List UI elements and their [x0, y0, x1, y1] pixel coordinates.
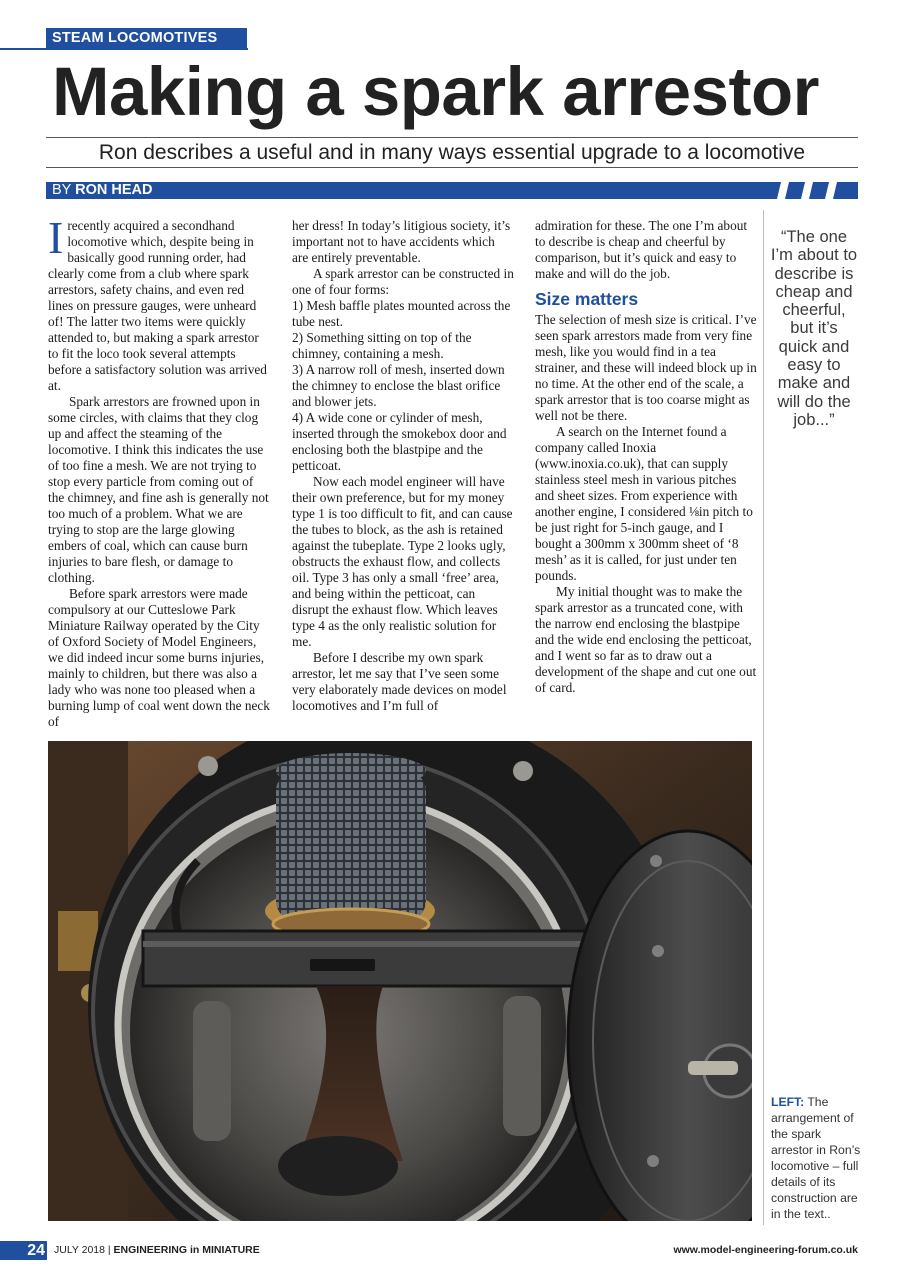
- list-item: 2) Something sitting on top of the chimney, containing a mesh.: [292, 330, 472, 361]
- subheading: Size matters: [535, 289, 639, 309]
- byline-bar: [46, 182, 858, 199]
- article-column-3: [535, 218, 757, 696]
- article-subtitle: Ron describes a useful and in many ways essential upgrade to a locomotive: [98, 141, 806, 164]
- author-name: RON HEAD: [75, 182, 153, 198]
- column-divider: [763, 210, 764, 1225]
- paragraph: Now each model engineer will have their own preference, but for my money type 1 is too difficult to fit, and can cause the tubes to block, as the ash is retained against the tubeplate. Type 2 looks ugly, obstructs the exhaust flow, and collects oil. Type 3 has only a small ‘free’ area, and being within the petticoat, can disrupt the exhaust flow. Which leaves type 4 as the only realistic solution for me.: [292, 474, 513, 649]
- list-item: 1) Mesh baffle plates mounted across the tube nest.: [292, 298, 511, 329]
- paragraph: A spark arrestor can be constructed in one of four forms:: [292, 266, 514, 297]
- paragraph: The selection of mesh size is critical. I’ve seen spark arrestors made from very fine mesh, like you would find in a tea strainer, and these will indeed block up in no time. At the other end of the scale, a spark arrestor that is too coarse might as well not be there.: [535, 312, 757, 423]
- drop-cap: I: [48, 212, 64, 263]
- title-rule-top: [46, 137, 858, 138]
- pull-quote: “The one I’m about to describe is cheap and cheerful, but it’s quick and easy to make and will do the job...”: [770, 228, 858, 429]
- magazine-name: ENGINEERING in MINIATURE: [113, 1244, 260, 1256]
- title-rule-bottom: [46, 167, 858, 168]
- section-label: STEAM LOCOMOTIVES: [46, 28, 247, 48]
- list-item: 3) A narrow roll of mesh, inserted down the chimney to enclose the blast orifice and blower jets.: [292, 362, 505, 409]
- article-title: Making a spark arrestor: [52, 53, 820, 130]
- photo-caption: LEFT: The arrangement of the spark arrestor in Ron’s locomotive – full details of its construction are in the text..: [771, 1095, 861, 1221]
- paragraph: admiration for these. The one I’m about to describe is cheap and cheerful by comparison, but it’s quick and easy to make and will do the job.: [535, 218, 748, 281]
- footer-url: www.model-engineering-forum.co.uk: [673, 1244, 858, 1256]
- paragraph: Before spark arrestors were made compulsory at our Cutteslowe Park Miniature Railway operated by the City of Oxford Society of Model Engineers, we did indeed incur some burns injuries, mainly to children, but there was also a lady who was none too pleased when a burning lump of coal went down the neck of: [48, 586, 270, 729]
- paragraph: Spark arrestors are frowned upon in some circles, with claims that they clog up and affect the steaming of the locomotive. I think this indicates the use of too fine a mesh. We are not trying to stop every particle from coming out of the chimney, and fine ash is generally not too much of a problem. What we are trying to stop are the large glowing embers of coal, which can cause burn injuries to bare flesh, or damage to clothing.: [48, 394, 269, 585]
- paragraph: A search on the Internet found a company called Inoxia (www.inoxia.co.uk), that can supply stainless steel mesh in various pitches and sheet sizes. From experience with another engine, I considered ⅛in pitch to be just right for 5-inch gauge, and I bought a 300mm x 300mm sheet of ‘8 mesh’ as it is called, for just under ten pounds.: [535, 424, 753, 583]
- footer-issue: JULY 2018 | ENGINEERING in MINIATURE: [54, 1244, 260, 1256]
- paragraph: recently acquired a secondhand locomotive which, despite being in basically good running order, had clearly come from a club where spark arrestors, safety chains, and even red lines on pressure gauges, were unheard of! The latter two items were quickly attended to, but making a spark arrestor to fit the loco took several attempts before a satisfactory solution was arrived at.: [48, 218, 267, 393]
- page-number: 24: [0, 1241, 47, 1260]
- article-column-1: [48, 212, 270, 730]
- article-column-2: [292, 218, 514, 714]
- paragraph: My initial thought was to make the spark arrestor as a truncated cone, with the narrow end enclosing the blastpipe and the wide end enclosing the petticoat, and I went so far as to draw out a development of the shape and cut one out of card.: [535, 584, 757, 695]
- list-item: 4) A wide cone or cylinder of mesh, inserted through the smokebox door and enclosing both the blastpipe and the petticoat.: [292, 410, 507, 473]
- caption-lead: LEFT:: [771, 1095, 805, 1109]
- smokebox-photo: [48, 741, 752, 1221]
- paragraph: Before I describe my own spark arrestor, let me say that I’ve seen some very elaborately made devices on model locomotives and I’m full of: [292, 650, 507, 713]
- paragraph: her dress! In today’s litigious society, it’s important not to have accidents which are entirely preventable.: [292, 218, 511, 265]
- byline: BY RON HEAD: [52, 182, 153, 198]
